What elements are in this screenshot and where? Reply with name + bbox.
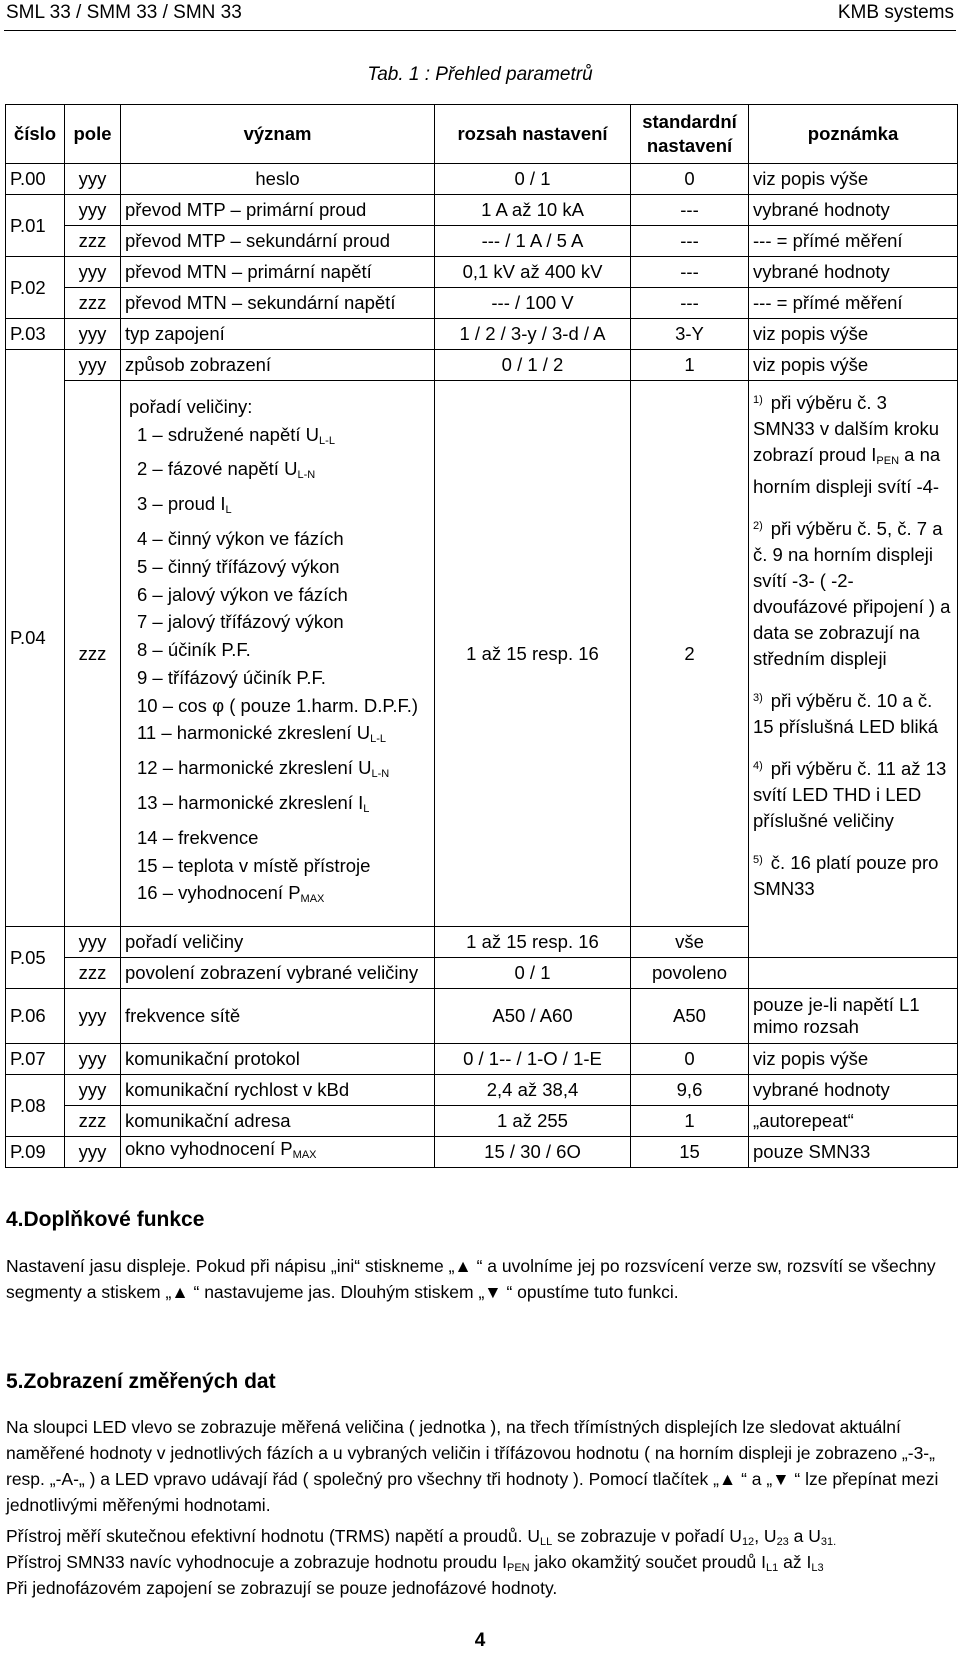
param-default: --- bbox=[631, 257, 749, 288]
param-field: yyy bbox=[65, 350, 121, 381]
header-title: SML 33 / SMM 33 / SMN 33 bbox=[6, 2, 242, 23]
table-row bbox=[6, 226, 958, 257]
list-item: 11 – harmonické zkreslení $U_{L-L}$ bbox=[137, 722, 386, 746]
param-note: --- = přímé měření bbox=[749, 288, 958, 319]
param-meaning: typ zapojení bbox=[121, 319, 435, 350]
page-number: 4 bbox=[474, 1630, 486, 1651]
table-row bbox=[6, 381, 958, 927]
param-range: --- / 100 V bbox=[435, 288, 631, 319]
param-range: 0 / 1 bbox=[435, 164, 631, 195]
param-range: 15 / 30 / 6O bbox=[435, 1137, 631, 1168]
param-default: --- bbox=[631, 226, 749, 257]
param-meaning: převod MTN – sekundární napětí bbox=[121, 288, 435, 319]
param-meaning: povolení zobrazení vybrané veličiny bbox=[121, 958, 435, 989]
param-range: A50 / A60 bbox=[435, 989, 631, 1044]
param-field: yyy bbox=[65, 195, 121, 226]
param-meaning: pořadí veličiny bbox=[121, 927, 435, 958]
param-default: vše bbox=[631, 927, 749, 958]
param-note bbox=[749, 958, 958, 989]
param-field: yyy bbox=[65, 1137, 121, 1168]
table-row bbox=[6, 989, 958, 1044]
list-item: 3 – proud $I_L$ bbox=[137, 493, 232, 517]
table-header-row bbox=[6, 105, 958, 164]
table-caption: Tab. 1 : Přehled parametrů bbox=[367, 64, 593, 85]
list-item: 6 – jalový výkon ve fázích bbox=[137, 583, 348, 605]
param-default: 0 bbox=[631, 1044, 749, 1075]
table-row bbox=[6, 1137, 958, 1168]
param-number: P.04 bbox=[6, 350, 65, 927]
table-row bbox=[6, 195, 958, 226]
param-field: yyy bbox=[65, 927, 121, 958]
list-item: 2 – fázové napětí $U_{L-N}$ bbox=[137, 458, 316, 482]
param-meaning: převod MTN – primární napětí bbox=[121, 257, 435, 288]
param-range: 1 až 255 bbox=[435, 1106, 631, 1137]
list-title: pořadí veličiny: bbox=[129, 395, 253, 417]
param-field: zzz bbox=[65, 226, 121, 257]
section-title: 5.Zobrazení změřených dat bbox=[6, 1370, 276, 1393]
table-row bbox=[6, 257, 958, 288]
param-field: zzz bbox=[65, 288, 121, 319]
list-item: 4 – činný výkon ve fázích bbox=[137, 527, 344, 549]
param-meaning: okno vyhodnocení $P_{MAX}$ bbox=[121, 1137, 435, 1168]
list-item: 9 – třífázový účiník P.F. bbox=[137, 666, 326, 688]
param-field: zzz bbox=[65, 381, 121, 927]
param-default: --- bbox=[631, 288, 749, 319]
param-note: viz popis výše bbox=[749, 319, 958, 350]
param-number: P.03 bbox=[6, 319, 65, 350]
table-row bbox=[6, 1044, 958, 1075]
param-range: 0 / 1-- / 1-O / 1-E bbox=[435, 1044, 631, 1075]
param-number: P.05 bbox=[6, 927, 65, 989]
param-default: 15 bbox=[631, 1137, 749, 1168]
header-brand: KMB systems bbox=[837, 2, 954, 23]
table-row bbox=[6, 1075, 958, 1106]
display-order-list bbox=[121, 381, 435, 927]
param-number: P.02 bbox=[6, 257, 65, 319]
param-field: zzz bbox=[65, 1106, 121, 1137]
param-note: --- = přímé měření bbox=[749, 226, 958, 257]
parameters-table bbox=[5, 104, 958, 1168]
param-range: --- / 1 A / 5 A bbox=[435, 226, 631, 257]
footnote: $^{2)}$ při výběru č. 5, č. 7 a č. 9 na horním displeji svítí -3- ( -2- dvoufázové připojení ) a data se zobrazují na středním displeji bbox=[753, 518, 951, 669]
param-meaning: způsob zobrazení bbox=[121, 350, 435, 381]
param-default: 1 bbox=[631, 350, 749, 381]
param-field: yyy bbox=[65, 1075, 121, 1106]
section-paragraph: Na sloupci LED vlevo se zobrazuje měřená veličina ( jednotka ), na třech třímístných displejích lze sledovat aktuální naměřené hodnoty v jednotlivých fázích a u vybraných veličin i třífázovou hodnotu ( na horním displeji je zobrazeno „-3-„ resp. „-A-„ ) a LED vpravo udávají řád ( společný pro všechny tři hodnoty ). Pomocí tlačítek „▲ “ a „▼ “ lze přepínat mezi jednotlivými měřenými hodnotami. bbox=[6, 1417, 939, 1515]
param-field: yyy bbox=[65, 319, 121, 350]
list-item: 10 – cos φ ( pouze 1.harm. D.P.F.) bbox=[137, 694, 419, 716]
param-default: povoleno bbox=[631, 958, 749, 989]
param-meaning: komunikační protokol bbox=[121, 1044, 435, 1075]
param-meaning: heslo bbox=[121, 164, 435, 195]
param-default: 2 bbox=[631, 381, 749, 927]
list-item: 14 – frekvence bbox=[137, 826, 259, 848]
param-meaning: převod MTP – primární proud bbox=[121, 195, 435, 226]
param-note: viz popis výše bbox=[749, 164, 958, 195]
table-row bbox=[6, 350, 958, 381]
param-meaning: komunikační adresa bbox=[121, 1106, 435, 1137]
param-default: 0 bbox=[631, 164, 749, 195]
param-range: 1 A až 10 kA bbox=[435, 195, 631, 226]
col-header-default: standardní nastavení bbox=[631, 105, 749, 164]
section-paragraph: Nastavení jasu displeje. Pokud při nápisu „ini“ stiskneme „▲ “ a uvolníme jej po rozsvícení verze sw, rozsvítí se všechny segmenty a stiskem „▲ “ nastavujeme jas. Dlouhým stiskem „▼ “ opustíme tuto funkci. bbox=[6, 1256, 936, 1302]
table-row bbox=[6, 288, 958, 319]
footnote: $^{5)}$ č. 16 platí pouze pro SMN33 bbox=[753, 852, 939, 899]
param-number: P.06 bbox=[6, 989, 65, 1044]
table-row bbox=[6, 319, 958, 350]
col-header-range: rozsah nastavení bbox=[435, 105, 631, 164]
list-item: 13 – harmonické zkreslení $I_L$ bbox=[137, 792, 370, 816]
list-item: 5 – činný třífázový výkon bbox=[137, 555, 340, 577]
param-note: viz popis výše bbox=[749, 1044, 958, 1075]
param-note: vybrané hodnoty bbox=[749, 1075, 958, 1106]
footnote: $^{4)}$ při výběru č. 11 až 13 svítí LED THD i LED příslušné veličiny bbox=[753, 758, 947, 831]
param-range: 0 / 1 bbox=[435, 958, 631, 989]
table-row bbox=[6, 958, 958, 989]
param-meaning: frekvence sítě bbox=[121, 989, 435, 1044]
header-divider bbox=[4, 30, 956, 31]
footnotes bbox=[749, 381, 958, 958]
param-note: „autorepeat“ bbox=[749, 1106, 958, 1137]
footnote: $^{1)}$ při výběru č. 3 SMN33 v dalším kroku zobrazí proud $I_{PEN}$ a na horním displeji svítí -4- bbox=[753, 392, 941, 497]
param-note: pouze je-li napětí L1 mimo rozsah bbox=[749, 989, 958, 1044]
param-range: 1 až 15 resp. 16 bbox=[435, 381, 631, 927]
section-paragraph: Při jednofázovém zapojení se zobrazují se pouze jednofázové hodnoty. bbox=[6, 1578, 558, 1598]
param-note: vybrané hodnoty bbox=[749, 195, 958, 226]
col-header-meaning: význam bbox=[121, 105, 435, 164]
param-default: 3-Y bbox=[631, 319, 749, 350]
param-default: A50 bbox=[631, 989, 749, 1044]
col-header-field: pole bbox=[65, 105, 121, 164]
param-field: zzz bbox=[65, 958, 121, 989]
param-field: yyy bbox=[65, 257, 121, 288]
param-note: pouze SMN33 bbox=[749, 1137, 958, 1168]
param-field: yyy bbox=[65, 1044, 121, 1075]
section-paragraph: Přístroj měří skutečnou efektivní hodnotu (TRMS) napětí a proudů. $U_{LL}$ se zobrazuje v pořadí $U_{12}$, $U_{23}$ a $U_{31.}$ bbox=[6, 1526, 837, 1548]
param-range: 0,1 kV až 400 kV bbox=[435, 257, 631, 288]
list-item: 15 – teplota v místě přístroje bbox=[137, 854, 371, 876]
param-meaning: komunikační rychlost v kBd bbox=[121, 1075, 435, 1106]
param-note: vybrané hodnoty bbox=[749, 257, 958, 288]
table-row bbox=[6, 164, 958, 195]
param-field: yyy bbox=[65, 164, 121, 195]
param-default: --- bbox=[631, 195, 749, 226]
param-range: 1 / 2 / 3-y / 3-d / A bbox=[435, 319, 631, 350]
col-header-note: poznámka bbox=[749, 105, 958, 164]
list-item: 16 – vyhodnocení $P_{MAX}$ bbox=[137, 882, 325, 906]
param-number: P.00 bbox=[6, 164, 65, 195]
param-number: P.09 bbox=[6, 1137, 65, 1168]
list-item: 1 – sdružené napětí $U_{L-L}$ bbox=[137, 423, 335, 447]
col-header-number: číslo bbox=[6, 105, 65, 164]
section-paragraph: Přístroj SMN33 navíc vyhodnocuje a zobrazuje hodnotu proudu $I_{PEN}$ jako okamžitý součet proudů $I_{L1}$ až $I_{L3}$ bbox=[6, 1552, 824, 1574]
param-number: P.01 bbox=[6, 195, 65, 257]
param-range: 0 / 1 / 2 bbox=[435, 350, 631, 381]
param-meaning: převod MTP – sekundární proud bbox=[121, 226, 435, 257]
list-item: 12 – harmonické zkreslení $U_{L-N}$ bbox=[137, 757, 390, 781]
section-title: 4.Doplňkové funkce bbox=[6, 1208, 205, 1231]
param-default: 9,6 bbox=[631, 1075, 749, 1106]
param-range: 1 až 15 resp. 16 bbox=[435, 927, 631, 958]
param-note: viz popis výše bbox=[749, 350, 958, 381]
param-field: yyy bbox=[65, 989, 121, 1044]
list-item: 7 – jalový třífázový výkon bbox=[137, 611, 344, 633]
param-number: P.08 bbox=[6, 1075, 65, 1137]
param-range: 2,4 až 38,4 bbox=[435, 1075, 631, 1106]
param-default: 1 bbox=[631, 1106, 749, 1137]
footnote: $^{3)}$ při výběru č. 10 a č. 15 příslušná LED bliká bbox=[753, 690, 939, 737]
table-row bbox=[6, 1106, 958, 1137]
list-item: 8 – účiník P.F. bbox=[137, 639, 251, 661]
param-number: P.07 bbox=[6, 1044, 65, 1075]
